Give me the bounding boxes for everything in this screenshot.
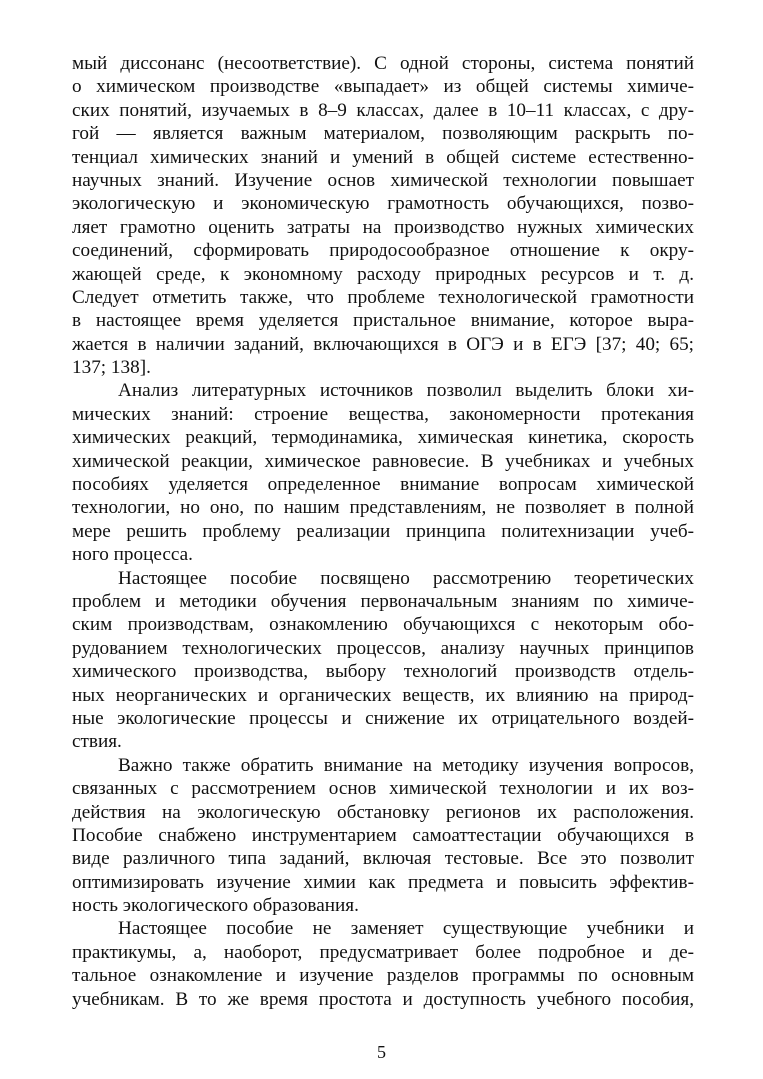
text-line: Важно также обратить внимание на методику изучения вопросов, <box>118 754 694 776</box>
text-line: ные экологические процессы и снижение их отрицательного воздей- <box>72 707 694 729</box>
text-line: учебникам. В то же время простота и доступность учебного пособия, <box>72 988 694 1010</box>
text-line: Настоящее пособие не заменяет существующие учебники и <box>118 918 694 940</box>
text-line: практикумы, а, наоборот, предусматривает более подробное и де- <box>72 941 694 963</box>
text-line: соединений, сформировать природосообразное отношение к окру- <box>72 240 694 262</box>
text-line: 137; 138]. <box>72 357 151 379</box>
page-number: 5 <box>377 1042 386 1062</box>
text-line: пособиях уделяется определенное внимание вопросам химической <box>72 474 694 496</box>
text-line: Анализ литературных источников позволил выделить блоки хи- <box>118 380 694 402</box>
text-line: оптимизировать изучение химии как предмета и повысить эффектив- <box>72 871 694 893</box>
text-line: ных неорганических и органических веществ, их влиянию на природ- <box>72 684 694 706</box>
paragraph <box>72 754 694 918</box>
text-line: о химическом производстве «выпадает» из общей системы химиче- <box>72 76 694 98</box>
text-line: Пособие снабжено инструментарием самоаттестации обучающихся в <box>72 824 694 846</box>
text-line: рудованием технологических процессов, анализу научных принципов <box>72 637 694 659</box>
text-line: химических реакций, термодинамика, химическая кинетика, скорость <box>72 427 694 449</box>
text-line: виде различного типа заданий, включая тестовые. Все это позволит <box>72 848 694 870</box>
text-line: тальное ознакомление и изучение разделов программы по основным <box>72 965 694 987</box>
text-line: Следует отметить также, что проблеме технологической грамотности <box>72 286 694 308</box>
text-line: научных знаний. Изучение основ химической технологии повышает <box>72 169 694 191</box>
text-line: жающей среде, к экономному расходу природных ресурсов и т. д. <box>72 263 694 285</box>
text-line: действия на экологическую обстановку регионов их расположения. <box>72 801 694 823</box>
text-line: ность экологического образования. <box>72 895 359 917</box>
text-line: связанных с рассмотрением основ химической технологии и их воз- <box>72 778 694 800</box>
text-line: Настоящее пособие посвящено рассмотрению теоретических <box>118 567 694 589</box>
paragraph <box>72 567 694 754</box>
text-line: гой — является важным материалом, позволяющим раскрыть по- <box>72 123 694 145</box>
text-line: ским производствам, ознакомлению обучающихся с некоторым обо- <box>72 614 694 636</box>
text-line: жается в наличии заданий, включающихся в ОГЭ и в ЕГЭ [37; 40; 65; <box>72 333 694 355</box>
text-line: химического производства, выбору технологий производств отдель- <box>72 661 694 683</box>
text-line: технологии, но оно, по нашим представлениям, не позволяет в полной <box>72 497 694 519</box>
text-line: мических знаний: строение вещества, закономерности протекания <box>72 403 694 425</box>
text-line: тенциал химических знаний и умений в общей системе естественно- <box>72 146 694 168</box>
paragraph <box>72 379 694 566</box>
text-line: ляет грамотно оценить затраты на производство нужных химических <box>72 216 694 238</box>
paragraph <box>72 52 694 379</box>
text-line: в настоящее время уделяется пристальное внимание, которое выра- <box>72 310 694 332</box>
text-line: мере решить проблему реализации принципа политехнизации учеб- <box>72 520 694 542</box>
text-line: ствия. <box>72 731 122 753</box>
text-line: ного процесса. <box>72 544 193 566</box>
text-line: мый диссонанс (несоответствие). С одной стороны, система понятий <box>72 53 694 74</box>
text-line: проблем и методики обучения первоначальным знаниям по химиче- <box>72 590 694 612</box>
paragraph <box>72 917 694 1011</box>
text-line: химической реакции, химическое равновесие. В учебниках и учебных <box>72 450 694 472</box>
page-body <box>72 52 694 1011</box>
text-line: экологическую и экономическую грамотность обучающихся, позво- <box>72 193 694 215</box>
text-line: ских понятий, изучаемых в 8–9 классах, далее в 10–11 классах, с дру- <box>72 99 694 121</box>
